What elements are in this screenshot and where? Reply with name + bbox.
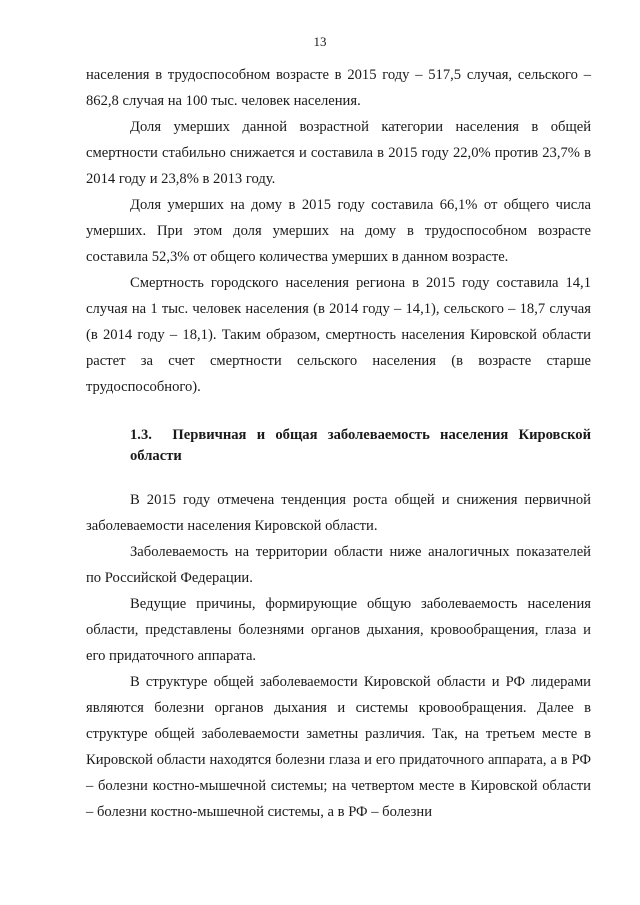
paragraph-morbidity-trend: В 2015 году отмечена тенденция роста общей и снижения первичной заболеваемости населения Кировской области.	[86, 492, 591, 534]
paragraph-urban-rural-mortality: Смертность городского населения региона в 2015 году составила 14,1 случая на 1 тыс. человек населения (в 2014 году – 14,1), сельского – 18,7 случая (в 2014 году – 18,1). Таким образом, смертность населения Кировской области растет за счет смертности сельского населения (в возрасте старше трудоспособного).	[86, 275, 591, 395]
paragraph-morbidity-comparison: Заболеваемость на территории области ниже аналогичных показателей по Российской Федерации.	[86, 544, 591, 586]
section-number: 1.3.	[130, 427, 152, 443]
paragraph-leading-causes: Ведущие причины, формирующие общую заболеваемость населения области, представлены болезнями органов дыхания, кровообращения, глаза и его придаточного аппарата.	[86, 596, 591, 664]
paragraph-continuation: населения в трудоспособном возрасте в 2015 году – 517,5 случая, сельского – 862,8 случая на 100 тыс. человек населения.	[86, 67, 591, 109]
paragraph-home-deaths: Доля умерших на дому в 2015 году составила 66,1% от общего числа умерших. При этом доля умерших на дому в трудоспособном возрасте составила 52,3% от общего количества умерших в данном возрасте.	[86, 197, 591, 265]
page-number: 13	[313, 34, 327, 49]
page-body	[86, 62, 591, 825]
section-heading	[86, 425, 591, 467]
section-title: Первичная и общая заболеваемость населения Кировской области	[130, 427, 592, 464]
paragraph-mortality-share: Доля умерших данной возрастной категории населения в общей смертности стабильно снижается и составила в 2015 году 22,0% против 23,7% в 2014 году и 23,8% в 2013 году.	[86, 119, 591, 187]
paragraph-morbidity-structure: В структуре общей заболеваемости Кировской области и РФ лидерами являются болезни органов дыхания и системы кровообращения. Далее в структуре общей заболеваемости заметны различия. Так, на третьем месте в Кировской области находятся болезни глаза и его придаточного аппарата, а в РФ – болезни костно-мышечной системы; на четвертом месте в Кировской области – болезни костно-мышечной системы, а в РФ – болезни	[86, 674, 591, 820]
